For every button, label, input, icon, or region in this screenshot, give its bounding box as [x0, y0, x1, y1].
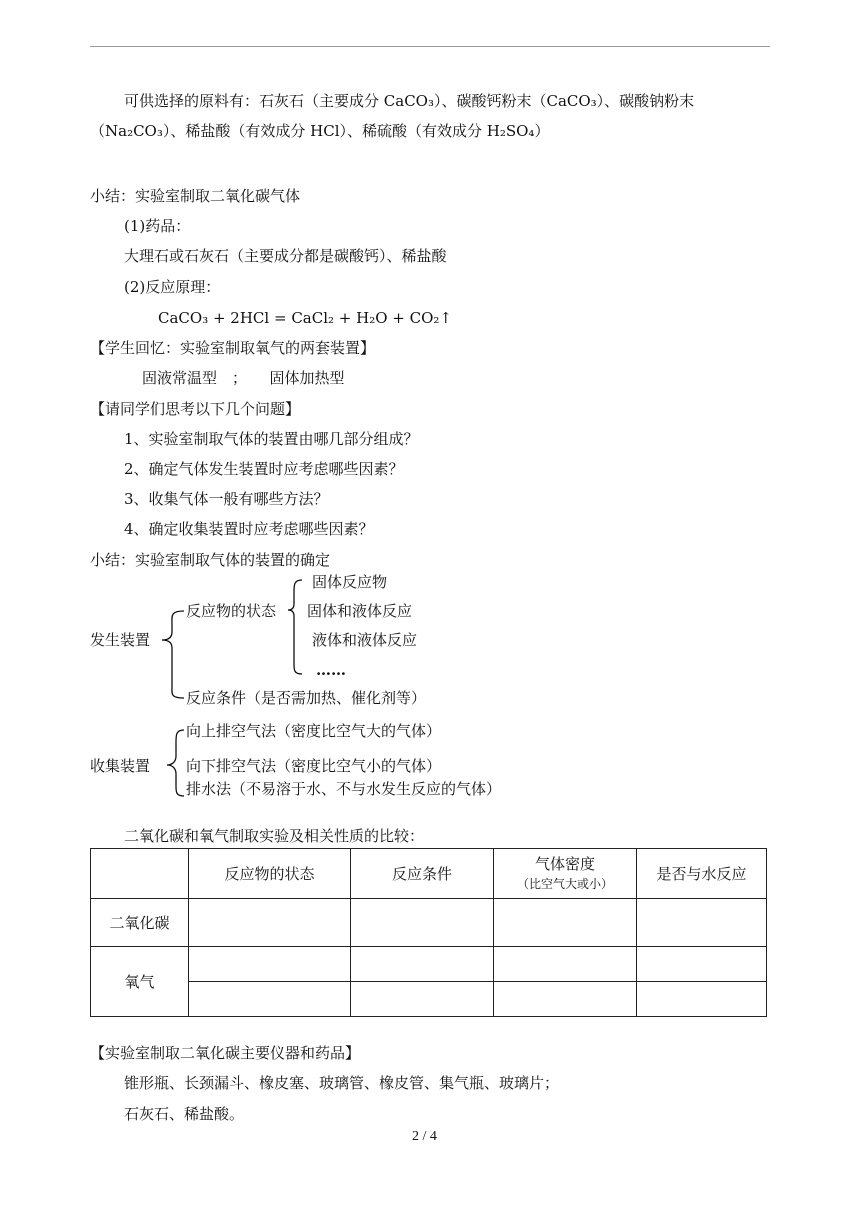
- state-brace: [288, 580, 302, 674]
- table-header-row: [91, 849, 767, 899]
- materials-line-2: （Na₂CO₃）、稀盐酸（有效成分 HCl）、稀硫酸（有效成分 H₂SO₄）: [90, 122, 550, 140]
- reagents-list: 石灰石、稀盐酸。: [124, 1105, 245, 1123]
- collection-method: 向下排空气法（密度比空气小的气体）: [186, 757, 442, 775]
- question-item: 3、收集气体一般有哪些方法？: [124, 490, 329, 508]
- table-cell: [189, 899, 351, 947]
- table-cell: [494, 947, 637, 982]
- table-cell: [189, 947, 351, 982]
- drugs-text: 大理石或石灰石（主要成分都是碳酸钙）、稀盐酸: [124, 247, 447, 265]
- table-cell: [494, 899, 637, 947]
- principle-label: (2)反应原理：: [124, 278, 221, 296]
- state-item-ellipsis: ……: [316, 661, 346, 679]
- recall-title: 【学生回忆：实验室制取氧气的两套装置】: [90, 339, 376, 357]
- table-cell-empty: [91, 849, 189, 899]
- apparatus-list: 锥形瓶、长颈漏斗、橡皮塞、玻璃管、橡皮管、集气瓶、玻璃片；: [124, 1074, 560, 1092]
- summary-apparatus-title: 小结：实验室制取气体的装置的确定: [90, 551, 331, 569]
- question-item: 2、确定气体发生装置时应考虑哪些因素？: [124, 460, 404, 478]
- header-density-note: （比空气大或小）: [516, 876, 613, 891]
- header-density: [494, 849, 637, 899]
- table-row: [91, 899, 767, 947]
- reaction-equation: CaCO₃ + 2HCl = CaCl₂ + H₂O + CO₂↑: [158, 309, 452, 327]
- collector-label: 收集装置: [90, 757, 151, 775]
- state-item: 固体反应物: [312, 573, 388, 591]
- generator-label: 发生装置: [90, 631, 151, 649]
- collection-method: 排水法（不易溶于水、不与水发生反应的气体）: [186, 780, 502, 798]
- row-label-o2: 氧气: [91, 947, 189, 1017]
- row-label-co2: 二氧化碳: [91, 899, 189, 947]
- question-item: 4、确定收集装置时应考虑哪些因素？: [124, 520, 374, 538]
- generator-brace: [162, 611, 184, 698]
- table-cell: [637, 899, 767, 947]
- table-cell: [351, 899, 494, 947]
- header-density-title: 气体密度: [534, 854, 595, 873]
- instruments-title: 【实验室制取二氧化碳主要仪器和药品】: [90, 1044, 361, 1062]
- header-condition: 反应条件: [351, 849, 494, 899]
- collector-brace: [167, 730, 184, 796]
- question-item: 1、实验室制取气体的装置由哪几部分组成？: [124, 430, 419, 448]
- comparison-table: [90, 848, 767, 1017]
- header-water: 是否与水反应: [637, 849, 767, 899]
- table-cell: [351, 947, 494, 982]
- materials-line-1: 可供选择的原料有：石灰石（主要成分 CaCO₃）、碳酸钙粉末（CaCO₃）、碳酸钠粉末: [124, 92, 695, 110]
- drugs-label: (1)药品：: [124, 217, 191, 235]
- table-row: [91, 982, 767, 1017]
- summary-co2-title: 小结：实验室制取二氧化碳气体: [90, 187, 301, 205]
- state-item: 液体和液体反应: [312, 631, 418, 649]
- state-label: 反应物的状态: [186, 602, 277, 620]
- collection-method: 向上排空气法（密度比空气大的气体）: [186, 722, 442, 740]
- table-cell: [637, 947, 767, 982]
- table-row: [91, 947, 767, 982]
- page-number: 2 / 4: [412, 1129, 437, 1144]
- questions-title: 【请同学们思考以下几个问题】: [90, 400, 301, 418]
- table-cell: [637, 982, 767, 1017]
- table-cell: [351, 982, 494, 1017]
- condition-label: 反应条件（是否需加热、催化剂等）: [186, 689, 427, 707]
- oxygen-apparatus-types: 固液常温型 ； 固体加热型: [142, 369, 345, 387]
- table-cell: [189, 982, 351, 1017]
- comparison-caption: 二氧化碳和氧气制取实验及相关性质的比较：: [124, 827, 425, 845]
- state-item: 固体和液体反应: [307, 602, 413, 620]
- header-state: 反应物的状态: [189, 849, 351, 899]
- table-cell: [494, 982, 637, 1017]
